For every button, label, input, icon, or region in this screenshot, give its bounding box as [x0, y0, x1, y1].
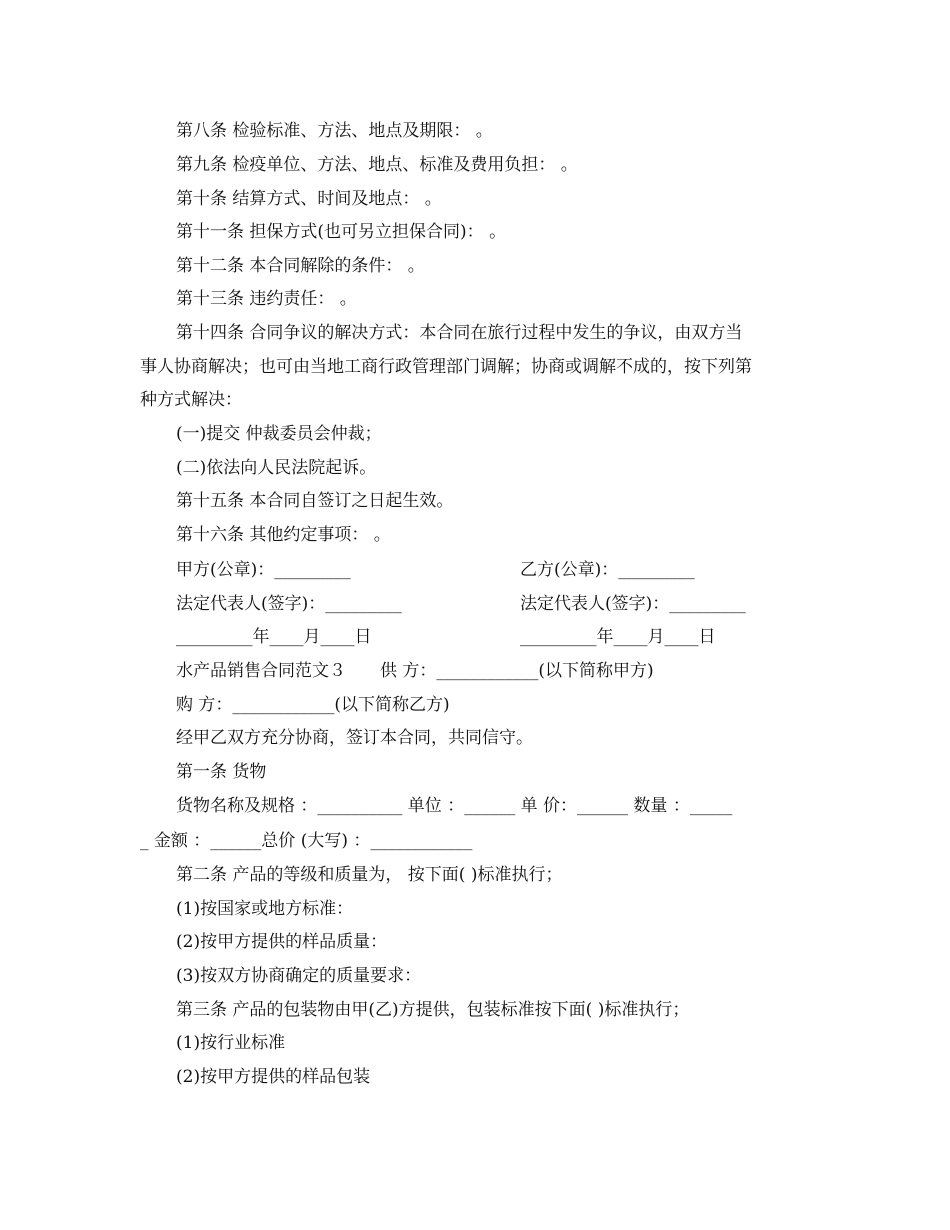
- clause-1-goods: 第一条 货物: [176, 762, 267, 782]
- article-11: 第十一条 担保方式(也可另立担保合同)： 。: [176, 222, 507, 242]
- party-a-date: _________年____月____日: [176, 627, 372, 647]
- sample-3-title-supplier: 水产品销售合同范文３ 供 方：____________(以下简称甲方): [176, 661, 654, 681]
- preamble: 经甲乙双方充分协商，签订本合同，共同信守。: [176, 728, 533, 748]
- party-a-seal: 甲方(公章)：_________: [176, 560, 351, 580]
- article-9: 第九条 检疫单位、方法、地点、标准及费用负担： 。: [176, 155, 578, 175]
- party-b-date: _________年____月____日: [520, 627, 716, 647]
- option-arbitration: (一)提交 仲裁委员会仲裁；: [176, 424, 382, 444]
- goods-spec-line: 货物名称及规格 ：__________ 单位 ：______ 单 价：______ 数量 ：_____: [176, 796, 733, 816]
- quality-option-2: (2)按甲方提供的样品质量：: [176, 932, 388, 952]
- goods-amount-line: _ 金额 ：______总价 (大写) ：____________: [140, 831, 473, 851]
- party-a-representative: 法定代表人(签字)：_________: [176, 594, 402, 614]
- quality-option-3: (3)按双方协商确定的质量要求：: [176, 966, 422, 986]
- option-court: (二)依法向人民法院起诉。: [176, 458, 377, 478]
- article-14-line-3: 种方式解决：: [140, 390, 242, 410]
- party-b-representative: 法定代表人(签字)：_________: [520, 594, 746, 614]
- article-12: 第十二条 本合同解除的条件： 。: [176, 256, 425, 276]
- party-b-seal: 乙方(公章)：_________: [520, 560, 695, 580]
- article-13: 第十三条 违约责任： 。: [176, 289, 357, 309]
- packaging-option-2: (2)按甲方提供的样品包装: [176, 1067, 371, 1087]
- packaging-option-1: (1)按行业标准: [176, 1033, 286, 1053]
- article-14-line-2: 事人协商解决；也可由当地工商行政管理部门调解；协商或调解不成的，按下列第: [140, 357, 752, 377]
- buyer-line: 购 方：____________(以下简称乙方): [176, 695, 450, 715]
- clause-3-packaging: 第三条 产品的包装物由甲(乙)方提供，包装标准按下面( )标准执行；: [176, 1000, 690, 1020]
- clause-2-quality: 第二条 产品的等级和质量为， 按下面( )标准执行；: [176, 865, 563, 885]
- article-16: 第十六条 其他约定事项： 。: [176, 525, 391, 545]
- article-14-line-1: 第十四条 合同争议的解决方式：本合同在旅行过程中发生的争议，由双方当: [176, 323, 743, 343]
- article-8: 第八条 检验标准、方法、地点及期限： 。: [176, 121, 493, 141]
- article-10: 第十条 结算方式、时间及地点： 。: [176, 189, 442, 209]
- quality-option-1: (1)按国家或地方标准：: [176, 899, 354, 919]
- article-15: 第十五条 本合同自签订之日起生效。: [176, 491, 454, 511]
